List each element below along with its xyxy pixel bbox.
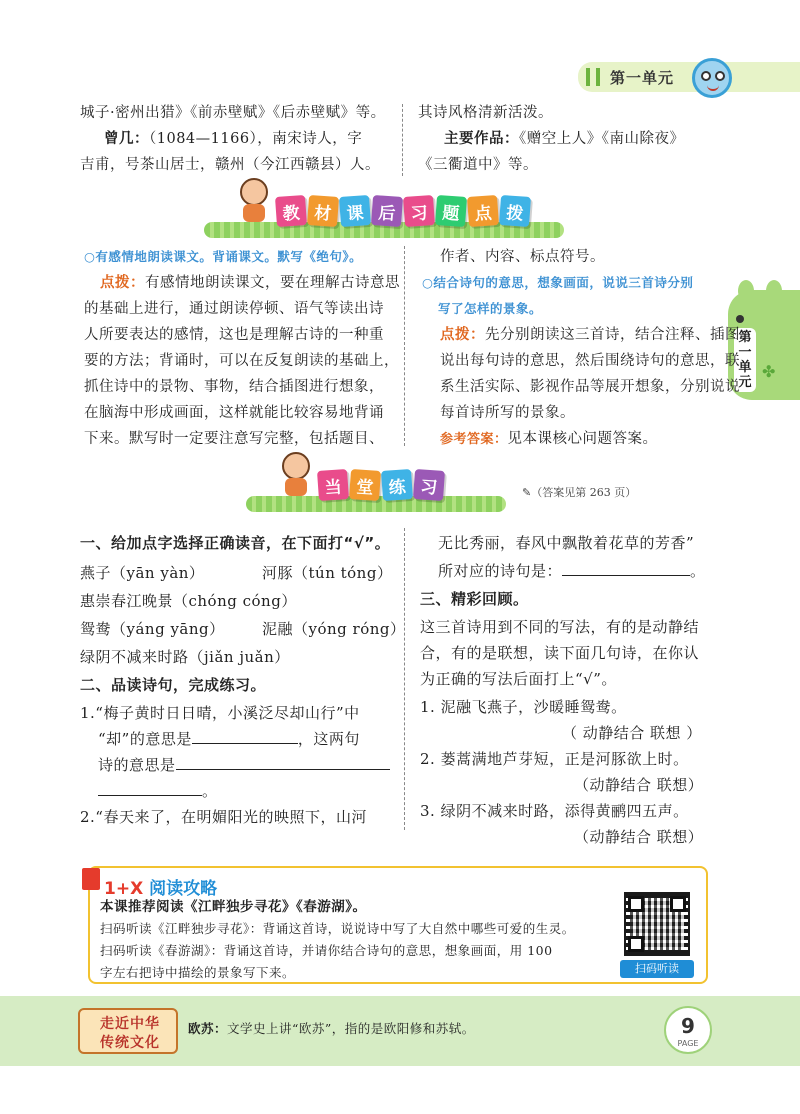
column-divider-2: [404, 246, 405, 446]
banner2-char-3: 习: [413, 469, 445, 501]
q1-item-2b: 泥融（yóng róng）: [262, 620, 406, 638]
culture-fact-label: 欧苏：: [188, 1021, 228, 1036]
culture-scroll-badge: [78, 1008, 178, 1054]
q3-intro-2: 合，有的是联想，读下面几句诗，在你认: [420, 644, 700, 662]
task-heading-read: ○有感情地朗读课文。背诵课文。默写《绝句》。: [84, 249, 363, 264]
hint-label: 点拨：: [100, 274, 145, 291]
q2-1-poem-blank-2[interactable]: [98, 778, 202, 796]
q2-1-line3: [98, 752, 390, 778]
culture-fact: [188, 1016, 475, 1042]
banner-textbook-exercises: [204, 196, 564, 238]
q1-item-3a: 绿阴不减来时路（jiǎn juǎn）: [80, 648, 290, 666]
reading-line-1: 扫码听读《江畔独步寻花》：背诵这首诗，说说诗中写了大自然中哪些可爱的生灵。: [100, 921, 575, 936]
reading-line-2: 扫码听读《春游湖》：背诵这首诗，并请你结合诗句的意思，想象画面，用 100: [100, 943, 553, 958]
unit-tab: [578, 62, 800, 92]
clover-icon: ✤: [762, 362, 776, 381]
side-tab-label: 第一单元: [734, 328, 756, 392]
reading-recommend: 本课推荐阅读《江畔独步寻花》《春游湖》。: [100, 899, 367, 915]
hint-text-4: 抓住诗中的景物、事物，结合插图进行想象，: [84, 379, 384, 395]
banner1-char-2: 课: [339, 195, 371, 227]
zengji-line2: 吉甫，号茶山居士，赣州（今江西赣县）人。: [80, 157, 380, 173]
page-number-badge: [664, 1006, 712, 1054]
banner1-char-1: 材: [307, 195, 339, 227]
hint2-first-line: [440, 322, 740, 348]
works-line2: 《三衢道中》等。: [418, 157, 538, 173]
banner1-char-0: 教: [275, 195, 307, 227]
bars-icon: [586, 68, 600, 86]
zengji-line1: （1084—1166），南宋诗人，字: [149, 131, 363, 147]
qr-scan-label: 扫码听读: [620, 960, 694, 978]
scroll-line-2: 传统文化: [100, 1035, 160, 1051]
answer-label: 参考答案：: [440, 432, 508, 447]
hint2-text-1: 说出每句诗的意思，然后围绕诗句的意思，联: [440, 353, 740, 369]
q2-1-line2: [98, 726, 360, 752]
banner1-char-6: 点: [467, 195, 499, 227]
q1-item-0a: 燕子（yān yàn）: [80, 564, 205, 582]
hint2-label: 点拨：: [440, 326, 485, 343]
q2-1-meaning-blank[interactable]: [192, 726, 298, 744]
unit-title: 第一单元: [610, 69, 675, 87]
column-divider: [402, 104, 403, 176]
q3-item-1-options[interactable]: （ 动静结合 联想 ）: [562, 724, 702, 742]
reading-line-3: 字左右把诗中描绘的景象写下来。: [100, 965, 296, 980]
q1-item-1a: 惠崇春江晚景（chóng cóng）: [80, 592, 297, 610]
mascot-magnifier-icon: [692, 58, 732, 98]
answer-line: [440, 426, 658, 453]
style-line: 其诗风格清新活泼。: [418, 105, 553, 121]
book-icon: [82, 868, 100, 890]
q2-2-blank[interactable]: [562, 558, 690, 576]
zengji-name: 曾几：: [104, 130, 149, 147]
hint-continued: 作者、内容、标点符号。: [440, 249, 605, 265]
q3-item-2: 2. 蒌蒿满地芦芽短，正是河豚欲上时。: [420, 750, 689, 768]
banner2-char-2: 练: [381, 469, 413, 501]
hint-text-2: 人所要表达的感情，这也是理解古诗的一种重: [84, 327, 384, 343]
works-label: 主要作品：: [444, 130, 519, 147]
answer-page-note: [522, 484, 636, 500]
pencil-icon: ✎: [522, 486, 532, 499]
q1-heading: 一、给加点字选择正确读音，在下面打“√”。: [80, 534, 391, 552]
q2-2-line2: 无比秀丽，春风中飘散着花草的芳香”: [438, 534, 695, 552]
q2-2-line3: [438, 558, 706, 584]
zengji-intro: [104, 126, 362, 152]
q3-intro-1: 这三首诗用到不同的写法，有的是动静结: [420, 618, 700, 636]
works-line1: 《赠空上人》《南山除夜》: [519, 131, 685, 147]
hint2-text-2: 系生活实际、影视作品等展开想象，分别说说: [440, 379, 740, 395]
q2-2-prompt: 所对应的诗句是：: [438, 562, 563, 580]
banner2-char-0: 当: [317, 469, 349, 501]
q1-item-2a: 鸳鸯（yáng yāng）: [80, 620, 225, 638]
author-intro-line: 城子·密州出猎》《前赤壁赋》《后赤壁赋》等。: [80, 105, 386, 121]
q3-item-3: 3. 绿阴不减来时路，添得黄鹂四五声。: [420, 802, 689, 820]
task-heading-imagine-2: 写了怎样的景象。: [438, 301, 543, 316]
culture-fact-text: 文学史上讲“欧苏”，指的是欧阳修和苏轼。: [227, 1021, 475, 1036]
kid-icon-2: [278, 452, 314, 496]
hint-text-6: 下来。默写时一定要注意写完整，包括题目、: [84, 431, 384, 447]
hint-first-line: [100, 270, 400, 296]
banner1-char-3: 后: [371, 195, 403, 227]
q2-1-period: 。: [202, 782, 218, 800]
q3-item-2-options[interactable]: （动静结合 联想）: [574, 776, 704, 794]
q2-1-meaning-suffix: ，这两句: [297, 730, 360, 748]
q3-item-3-options[interactable]: （动静结合 联想）: [574, 828, 704, 846]
q3-item-1: 1. 泥融飞燕子，沙暖睡鸳鸯。: [420, 698, 627, 716]
reading-guide-box: [88, 866, 708, 984]
q2-heading: 二、品读诗句，完成练习。: [80, 676, 267, 694]
q2-1-line4: [98, 778, 218, 804]
column-divider-3: [404, 528, 405, 830]
q2-1-meaning-prompt: “却”的意思是: [98, 730, 192, 748]
page-label: PAGE: [677, 1039, 699, 1048]
q3-heading: 三、精彩回顾。: [420, 590, 529, 608]
answer-page-note-text: （答案见第 263 页）: [531, 486, 637, 499]
reading-title-prefix: 1+X: [104, 879, 144, 899]
q2-1-poem-prompt: 诗的意思是: [98, 756, 176, 774]
works-line: [444, 126, 685, 152]
page-header: [0, 0, 800, 97]
q1-item-0b: 河豚（tún tóng）: [262, 564, 393, 582]
banner1-char-7: 拨: [499, 195, 531, 227]
scroll-line-1: 走近中华: [100, 1016, 160, 1032]
hint2-text-3: 每首诗所写的景象。: [440, 405, 575, 421]
banner1-char-4: 习: [403, 195, 435, 227]
q2-2-period: 。: [690, 562, 706, 580]
task-heading-imagine-1: ○结合诗句的意思，想象画面，说说三首诗分别: [422, 275, 694, 290]
q2-2-line1: 2.“春天来了，在明媚阳光的映照下，山河: [80, 808, 367, 826]
hint-text-0: 有感情地朗读课文，要在理解古诗意思: [145, 275, 400, 291]
banner2-char-1: 堂: [349, 469, 381, 501]
qr-code-icon[interactable]: [624, 892, 690, 956]
q2-1-line1: 1.“梅子黄时日日晴，小溪泛尽却山行”中: [80, 704, 360, 722]
page-number: 9: [681, 1014, 695, 1038]
hint2-text-0: 先分别朗读这三首诗，结合注释、插图: [485, 327, 740, 343]
kid-icon: [236, 178, 272, 222]
answer-text: 见本课核心问题答案。: [507, 431, 658, 447]
banner1-char-5: 题: [435, 195, 467, 227]
hint-text-1: 的基础上进行，通过朗读停顿、语气等读出诗: [84, 301, 384, 317]
hint-text-3: 要的方法；背诵时，可以在反复朗读的基础上，: [84, 353, 399, 369]
reading-title-main: 阅读攻略: [149, 879, 218, 899]
q2-1-poem-blank[interactable]: [176, 752, 390, 770]
q3-intro-3: 为正确的写法后面打上“√”。: [420, 670, 617, 688]
banner-classroom-practice: [246, 470, 506, 512]
hint-text-5: 在脑海中形成画面，这样就能比较容易地背诵: [84, 405, 384, 421]
